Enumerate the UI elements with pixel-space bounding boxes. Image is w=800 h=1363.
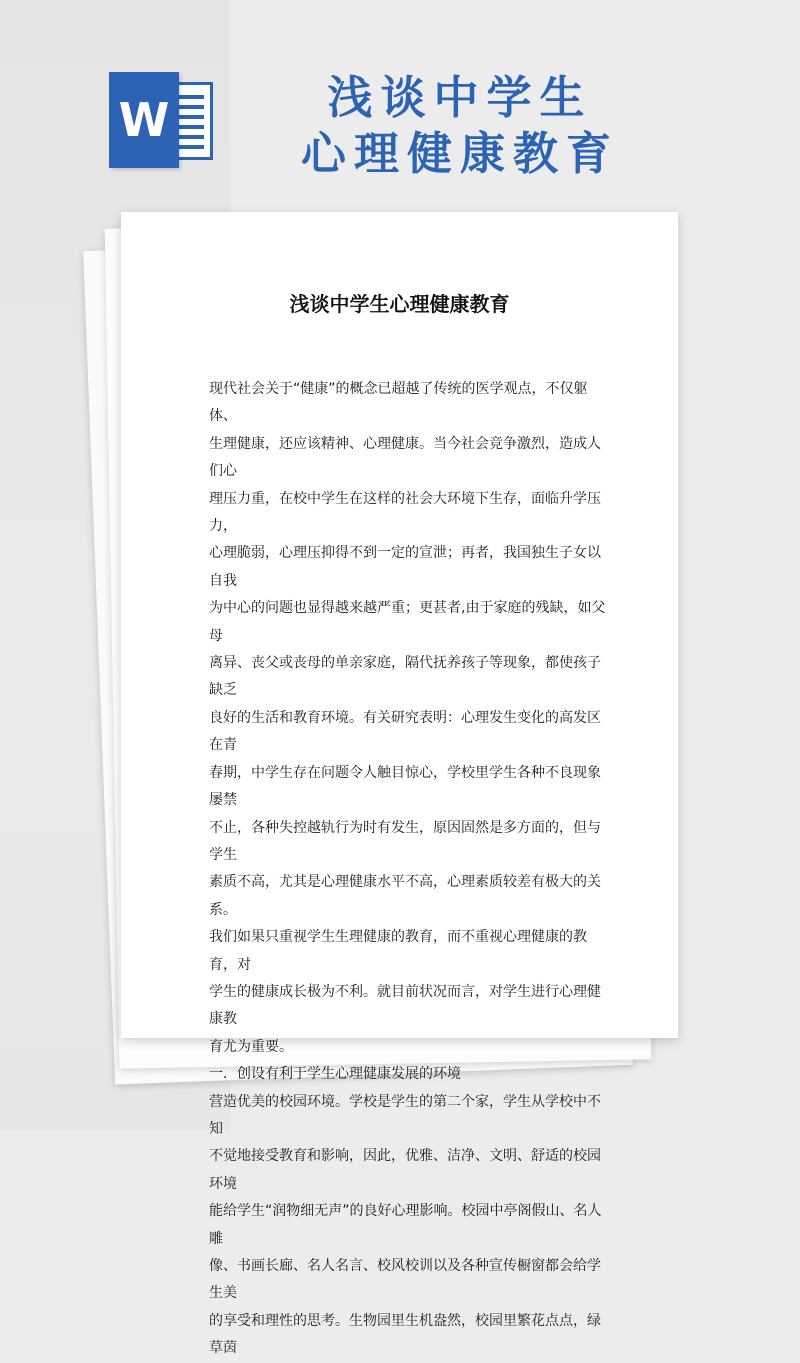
body-line: 营造优美的校园环境。学校是学生的第二个家，学生从学校中不知 <box>209 1093 601 1137</box>
body-line: 为中心的问题也显得越来越严重；更甚者,由于家庭的残缺，如父母 <box>209 600 606 644</box>
document-page <box>121 212 678 1357</box>
header <box>0 0 800 200</box>
body-line: 离异、丧父或丧母的单亲家庭，隔代抚养孩子等现象，都使孩子缺乏 <box>209 655 601 699</box>
word-logo: W <box>109 72 179 168</box>
body-line: 良好的生活和教育环境。有关研究表明：心理发生变化的高发区在青 <box>209 709 601 754</box>
body-line: 不觉地接受教育和影响，因此，优雅、洁净、文明、舒适的校园环境 <box>209 1148 601 1192</box>
body-line: 春期，中学生存在问题令人触目惊心，学校里学生各种不良现象屡禁 <box>209 764 601 809</box>
section-heading: 一．创设有利于学生心理健康发展的环境 <box>209 1066 461 1083</box>
body-line: 现代社会关于“健康”的概念已超越了传统的医学观点，不仅躯体、 <box>209 381 588 425</box>
body-line: 育尤为重要。 <box>209 1038 293 1055</box>
header-title <box>300 70 620 182</box>
body-line: 不止，各种失控越轨行为时有发生，原因固然是多方面的，但与学生 <box>209 819 601 863</box>
document-title: 浅谈中学生心理健康教育 <box>289 292 510 316</box>
body-line: 生理健康，还应该精神、心理健康。当今社会竞争激烈，造成人们心 <box>209 435 601 480</box>
header-title-line2: 心理健康教育 <box>300 127 619 180</box>
body-line: 理压力重，在校中学生在这样的社会大环境下生存，面临升学压力， <box>209 490 601 535</box>
body-line: 素质不高，尤其是心理健康水平不高，心理素质较差有极大的关系。 <box>209 874 601 918</box>
header-title-line1: 浅谈中学生 <box>327 71 593 124</box>
word-document-icon <box>109 72 215 168</box>
body-line: 我们如果只重视学生生理健康的教育，而不重视心理健康的教育，对 <box>209 929 587 973</box>
body-line: 像、书画长廊、名人名言、校风校训以及各种宣传橱窗都会给学生美 <box>209 1258 601 1302</box>
body-line: 能给学生“润物细无声”的良好心理影响。校园中亭阁假山、名人雕 <box>209 1203 602 1247</box>
body-line: 学生的健康成长极为不利。就目前状况而言，对学生进行心理健康教 <box>209 983 601 1028</box>
document-body <box>209 376 609 1363</box>
body-line: 的享受和理性的思考。生物园里生机盎然，校园里繁花点点，绿草茵 <box>209 1312 601 1357</box>
body-line: 心理脆弱，心理压抑得不到一定的宣泄；再者，我国独生子女以自我 <box>209 545 601 589</box>
